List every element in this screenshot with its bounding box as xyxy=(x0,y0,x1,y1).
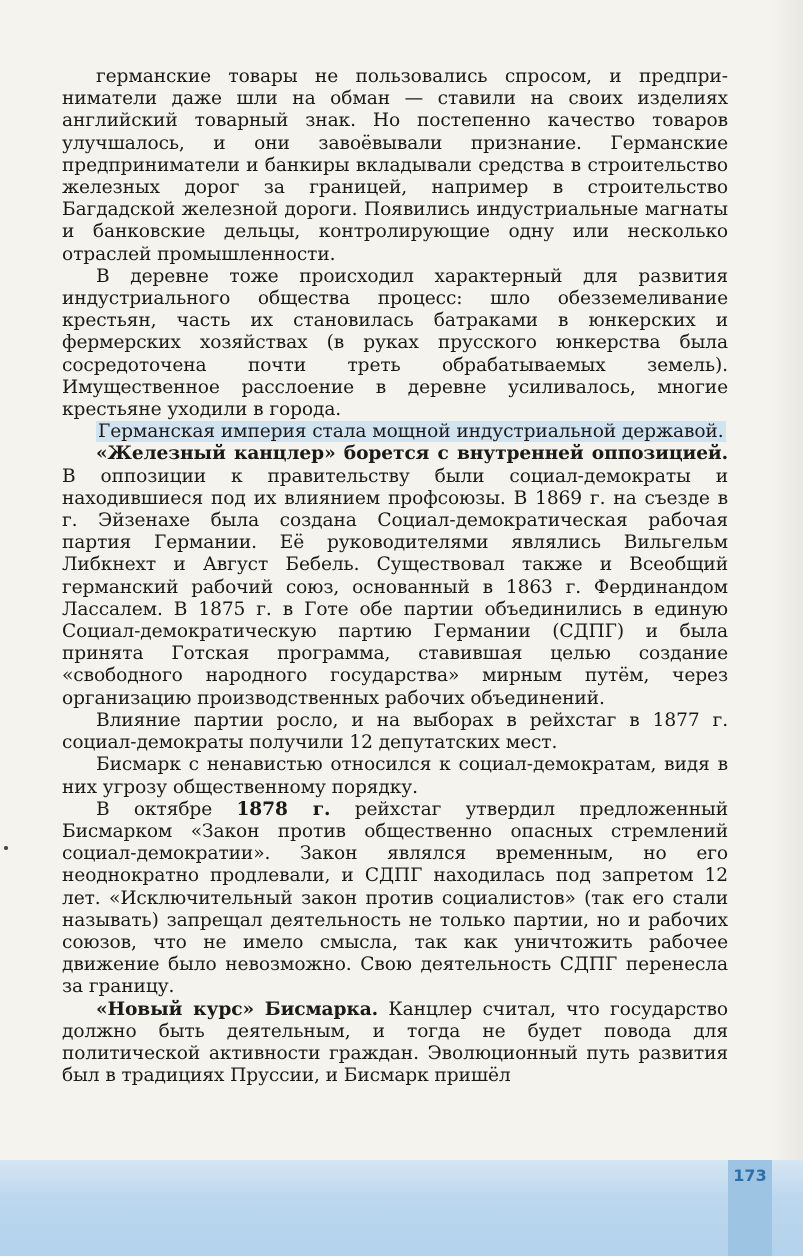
page-number: 173 xyxy=(733,1166,767,1185)
text-run: рейхстаг утвердил предложенный Бисмарком «Закон против общественно опасных стремлений социал-демократии». Закон являлся временным, но его неоднократно продлевали, и СДПГ находилась под запретом 12 лет. «Исключительный закон против социалистов» (так его стали называть) запрещал деятельность не только партии, но и рабочих союзов, что не имело смысла, так как уничтожить рабочее движение было невозможно. Свою деятельность СДПГ перенесла за границу. xyxy=(62,798,728,998)
highlighted-conclusion xyxy=(62,421,728,443)
paragraph-2 xyxy=(62,266,728,421)
section-heading-iron-chancellor: «Железный канцлер» борется с внутренней оппозицией. xyxy=(96,443,728,465)
text-run: Бисмарк с ненавистью относился к социал-демократам, видя в них угрозу общественному порядку. xyxy=(62,754,728,798)
text-run: В деревне тоже происходил характерный для развития индустриального общества процесс: шло обезземеливание крестьян, часть их становилась батраками в юнкерских и фермерских хозяйствах (в руках прусского юнкерства была сосредоточена почти треть обрабатываемых земель). Имущественное расслоение в деревне усиливалось, многие крестьяне уходили в города. xyxy=(62,265,728,421)
text-run: В оппозиции к правительству были социал-демократы и находившиеся под их влиянием профсоюзы. В 1869 г. на съезде в г. Эйзенахе была создана Социал-демократическая рабочая партия Германии. Её руководителями являлись Вильгельм Либкнехт и Август Бебель. Существовал также и Всеобщий германский рабочий союз, основанный в 1863 г. Фердинандом Лассалем. В 1875 г. в Готе обе партии объединились в единую Социал-демократическую партию Германии (СДПГ) и была принята Готская программа, ставившая целью создание «свободного народного государства» мирным путём, через организацию производственных рабочих объединений. xyxy=(62,465,728,709)
body-text xyxy=(62,66,728,1087)
text-run: Влияние партии росло, и на выборах в рейхстаг в 1877 г. социал-демократы получили 12 депутатских мест. xyxy=(62,709,728,754)
text-run: Канцлер считал, что государство должно быть деятельным, и тогда не будет повода для политической активности граждан. Эволюционный путь развития был в традициях Пруссии, и Бисмарк пришёл xyxy=(62,998,728,1087)
margin-mark xyxy=(4,846,8,850)
paragraph-1878-law xyxy=(62,799,728,999)
footer-band xyxy=(0,1160,803,1256)
bold-date: 1878 г. xyxy=(236,798,331,820)
paragraph-new-course xyxy=(62,999,728,1088)
text-run: германские товары не пользовались спросом, и предприниматели даже шли на обман — ставили на своих изделиях английский товарный знак. Но постепенно качество товаров улучшалось, и они завоёвывали признание. Германские предприниматели и банкиры вкладывали средства в строительство железных дорог за границей, например в строительство Багдадской железной дороги. Появились индустриальные магнаты и банковские дельцы, контролирующие одну или несколько отраслей промышленности. xyxy=(62,66,728,265)
paragraph-elections xyxy=(62,710,728,754)
paragraph-1 xyxy=(62,66,728,266)
highlight-text: Германская империя стала мощной индустриальной державой. xyxy=(98,421,724,443)
page-edge-shadow xyxy=(772,0,803,1256)
paragraph-bismarck-hatred xyxy=(62,754,728,798)
paragraph-opposition xyxy=(62,443,728,709)
section-heading-new-course: «Новый курс» Бисмарка. xyxy=(96,998,379,1020)
text-run: В октябре xyxy=(96,798,237,820)
